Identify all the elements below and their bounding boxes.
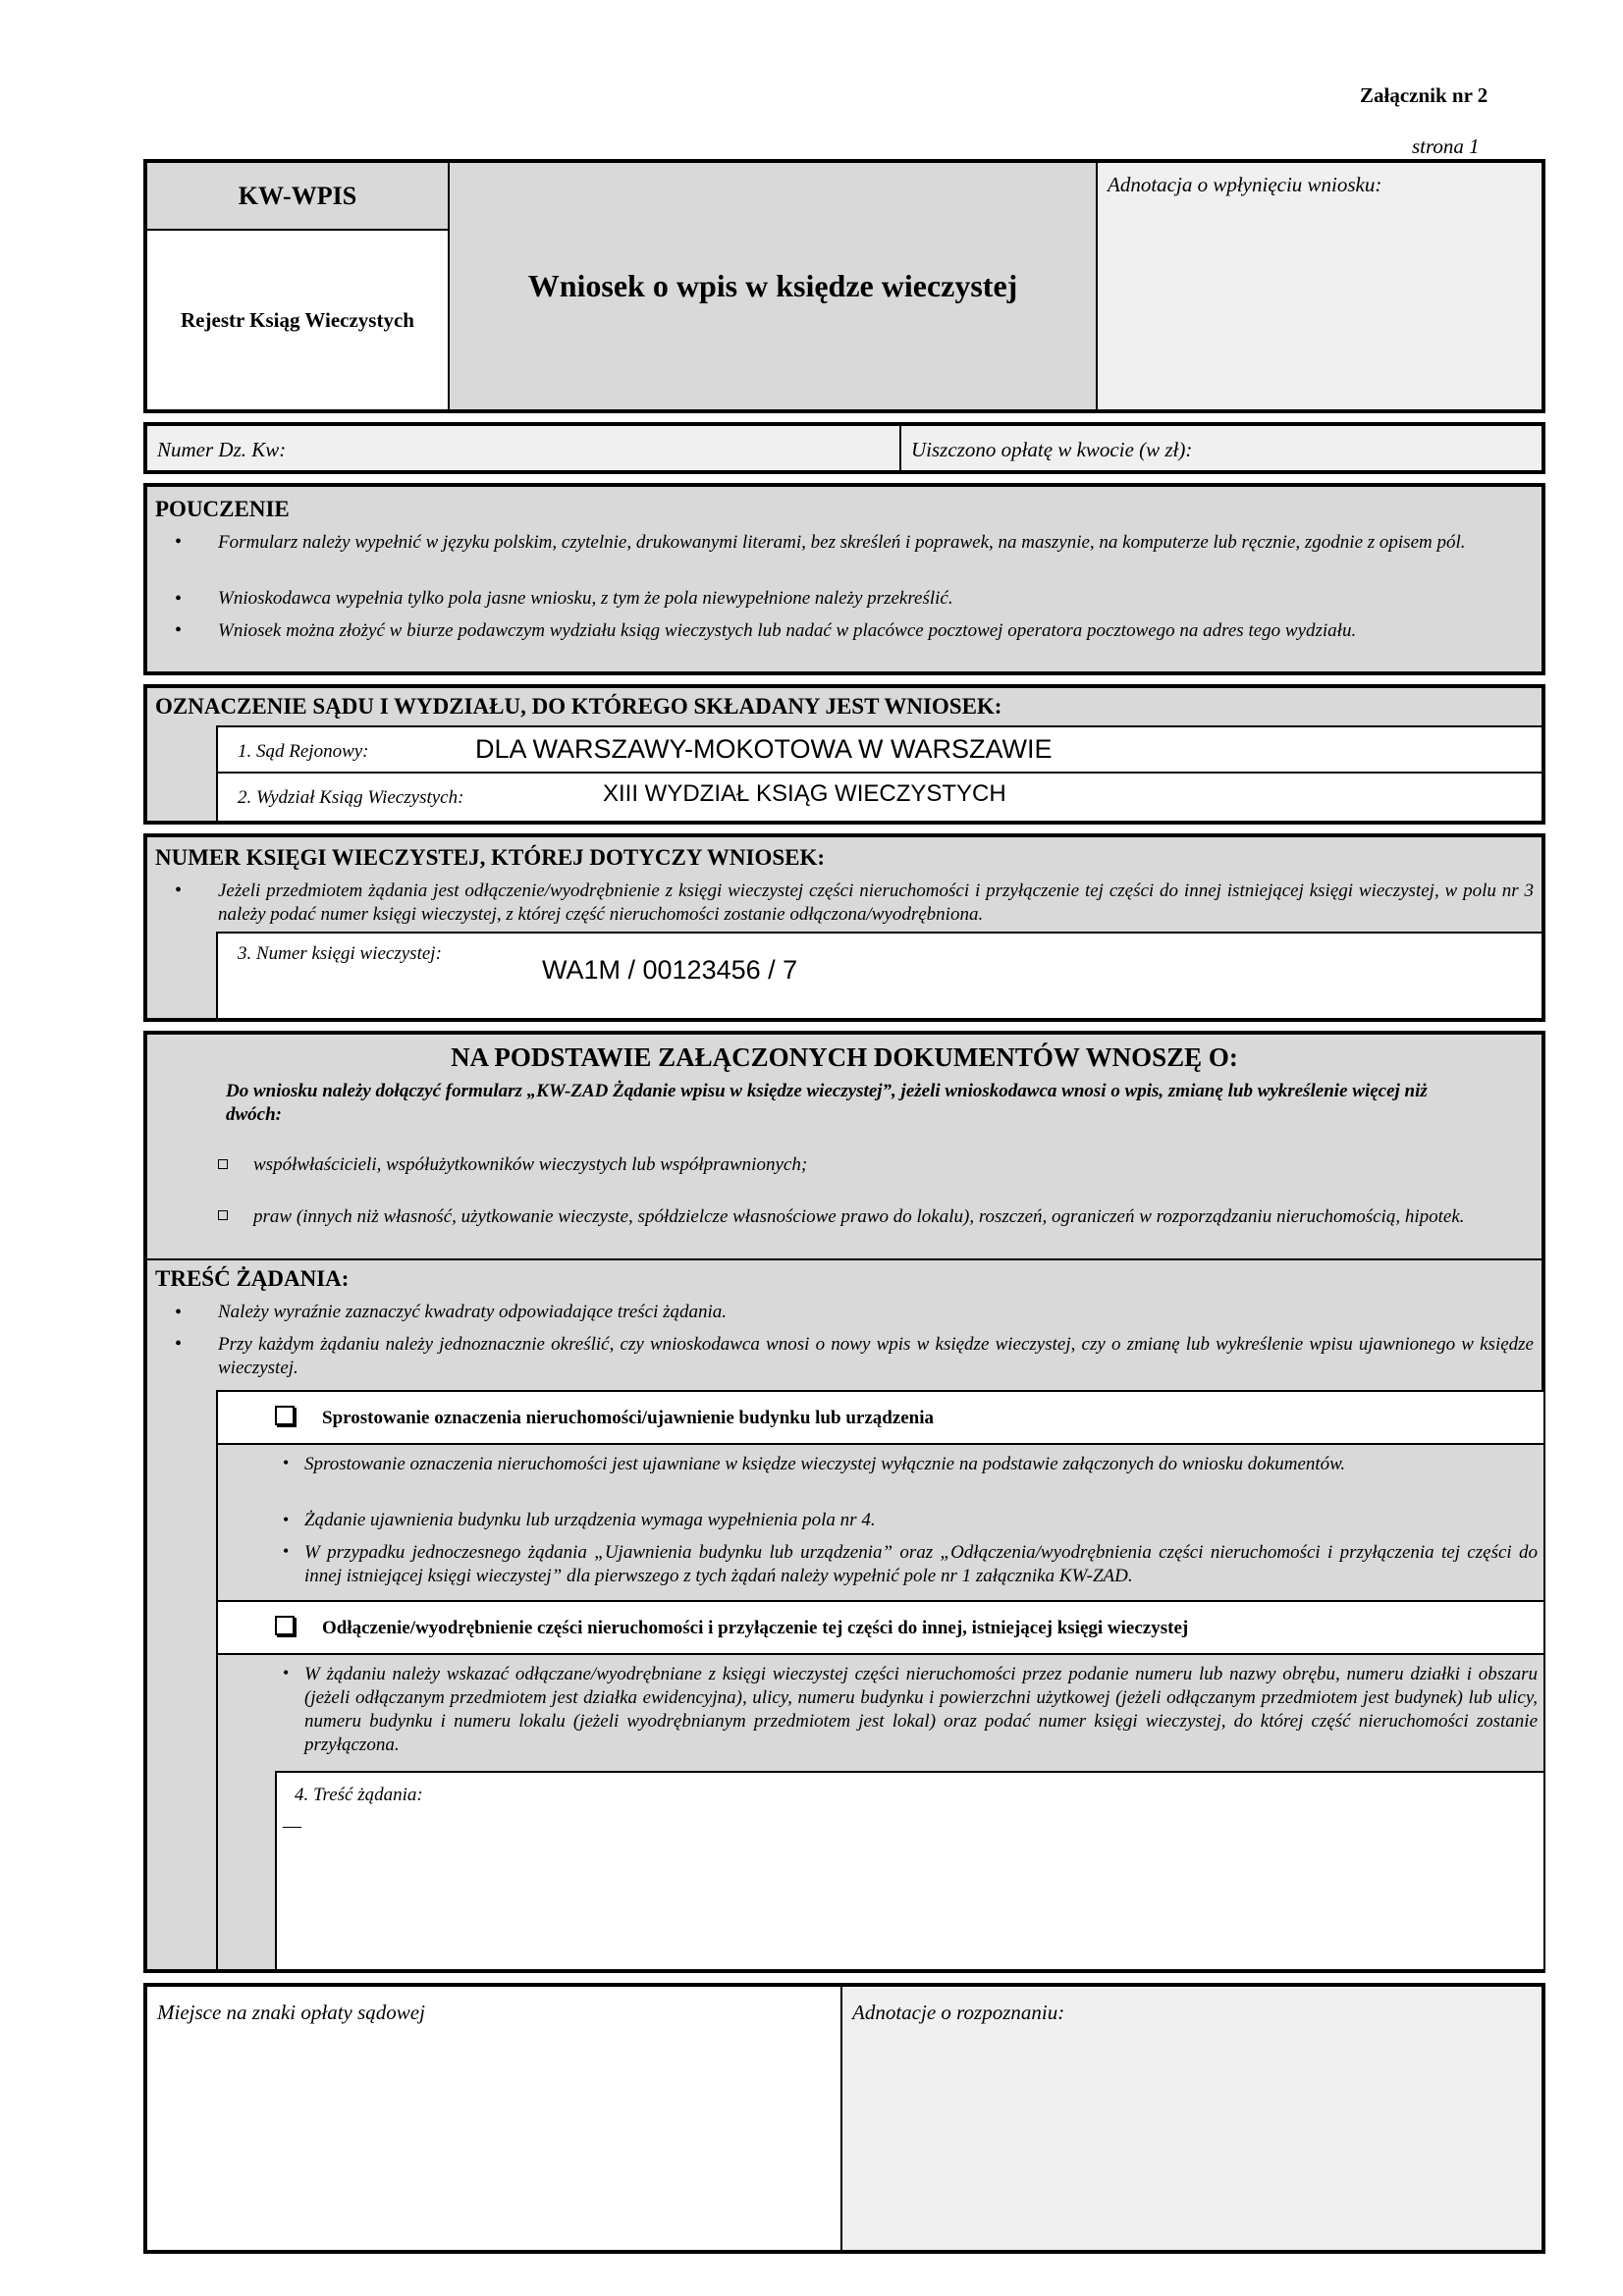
square-bullet-icon <box>218 1159 228 1169</box>
page-title: Wniosek o wpis w księdze wieczystej <box>527 268 1018 303</box>
request-intro: Do wniosku należy dołączyć formularz „KW-ZAD Żądanie wpisu w księdze wieczystej”, jeżeli wnioskodawca wnosi o wpis, zmianę lub wykreślenie więcej niż dwóch: <box>226 1081 1428 1125</box>
title-cell <box>450 163 1098 409</box>
form-code-cell <box>147 163 450 231</box>
book-number-field[interactable] <box>216 932 1542 1018</box>
square-bullet-icon <box>218 1210 228 1220</box>
instruction-item: Formularz należy wypełnić w języku polskim, czytelnie, drukowanymi literami, bez skreśleń i poprawek, na maszynie, na komputerze lub ręcznie, zgodnie z opisem pól. <box>218 532 1466 553</box>
option-1-note: W przypadku jednoczesnego żądania „Ujawnienia budynku lub urządzenia” oraz „Odłączenia/wyodrębnienia części nieruchomości i przyłączenia tej części do innej istniejącej księgi wieczystej” dla pierwszego z tych żądań należy wypełnić pole nr 1 załącznika KW-ZAD. <box>304 1542 1538 1586</box>
checkbox-icon[interactable] <box>275 1616 295 1635</box>
court-field-2-label: 2. Wydział Ksiąg Wieczystych: <box>238 787 464 808</box>
review-label: Adnotacje o rozpoznaniu: <box>852 2001 1065 2024</box>
option-1-label: Sprostowanie oznaczenia nieruchomości/ujawnienie budynku lub urządzenia <box>322 1408 935 1428</box>
book-note: Jeżeli przedmiotem żądania jest odłączenie/wyodrębnienie z księgi wieczystej części nieruchomości i przyłączenie tej części do innej istniejącej księgi wieczystej, w polu nr 3 należy podać numer księgi wieczystej, z której część nieruchomości zostanie odłączona/wyodrębniona. <box>218 881 1534 925</box>
option-2-label: Odłączenie/wyodrębnienie części nieruchomości i przyłączenie tej części do innej, istniejącej księgi wieczystej <box>322 1618 1189 1638</box>
checkbox-icon[interactable] <box>275 1406 295 1425</box>
request-inner <box>216 1390 1542 1969</box>
request-sub-item: współwłaścicieli, współużytkowników wieczystych lub współprawnionych; <box>253 1154 808 1175</box>
content-note: Należy wyraźnie zaznaczyć kwadraty odpowiadające treści żądania. <box>218 1302 728 1322</box>
meta-row <box>143 422 1545 474</box>
request-title: NA PODSTAWIE ZAŁĄCZONYCH DOKUMENTÓW WNOSZĘ O: <box>451 1042 1238 1072</box>
stamps-cell <box>147 1987 842 2250</box>
court-field-1-label: 1. Sąd Rejonowy: <box>238 741 369 762</box>
content-note: Przy każdym żądaniu należy jednoznacznie określić, czy wnioskodawca wnosi o nowy wpis w księdze wieczystej, czy o zmianę lub wykreślenie wpisu ujawnionego w księdze wieczystej. <box>218 1334 1534 1378</box>
court-field-2-value[interactable]: XIII WYDZIAŁ KSIĄG WIECZYSTYCH <box>603 780 1006 807</box>
content-title: TREŚĆ ŻĄDANIA: <box>155 1266 350 1291</box>
instruction-item: Wnioskodawca wypełnia tylko pola jasne wniosku, z tym że pola niewypełnione należy przekreślić. <box>218 588 953 609</box>
court-section <box>143 684 1545 825</box>
request-content-label: 4. Treść żądania: <box>295 1785 423 1805</box>
option-1-row[interactable] <box>218 1390 1543 1445</box>
case-number-label: Numer Dz. Kw: <box>157 438 287 461</box>
instructions-section: POUCZENIE • Formularz należy wypełnić w języku polskim, czytelnie, drukowanymi literami, bez skreśleń i poprawek, na maszynie, na komputerze lub ręcznie, zgodnie z opisem pól. • Wnioskodawca wypełnia tylko pola jasne wniosku, z tym że pola niewypełnione należy przekreślić. • Wniosek można złożyć w biurze podawczym wydziału ksiąg wieczystych lub nadać w placówce pocztowej operatora pocztowego na adres tego wydziału. <box>143 483 1545 675</box>
court-field-2[interactable] <box>216 774 1542 821</box>
annotation-label: Adnotacja o wpłynięciu wniosku: <box>1108 173 1382 196</box>
option-1-note: Żądanie ujawnienia budynku lub urządzenia wymaga wypełnienia pola nr 4. <box>304 1510 876 1530</box>
book-title: NUMER KSIĘGI WIECZYSTEJ, KTÓREJ DOTYCZY WNIOSEK: <box>155 845 826 870</box>
court-field-1[interactable] <box>216 725 1542 774</box>
option-2-note: W żądaniu należy wskazać odłączane/wyodrębniane z księgi wieczystej części nieruchomości przez podanie numeru lub nazwy obrębu, numeru działki i obszaru (jeżeli odłączanym przedmiotem jest działka ewidencyjna), ulicy, numeru budynku i powierzchni użytkowej (jeżeli odłączanym przedmiotem jest budynek) lub ulicy, numeru budynku i numeru lokalu (jeżeli wyodrębnianym przedmiotem jest lokal) oraz podać numer księgi wieczystej, do której część nieruchomości zostanie przyłączona. <box>304 1664 1538 1755</box>
instruction-item: Wniosek można złożyć w biurze podawczym wydziału ksiąg wieczystych lub nadać w placówce pocztowej operatora pocztowego na adres tego wydziału. <box>218 620 1357 641</box>
court-title: OZNACZENIE SĄDU I WYDZIAŁU, DO KTÓREGO SKŁADANY JEST WNIOSEK: <box>155 694 1002 719</box>
attachment-label: Załącznik nr 2 <box>1360 83 1488 107</box>
book-number-value[interactable]: WA1M / 00123456 / 7 <box>542 955 798 985</box>
request-sub-item: praw (innych niż własność, użytkowanie wieczyste, spółdzielcze własnościowe prawo do lokalu), roszczeń, ograniczeń w rozporządzaniu nieruchomością, hipotek. <box>253 1206 1465 1227</box>
stamps-label: Miejsce na znaki opłaty sądowej <box>157 2001 425 2024</box>
request-content-value[interactable]: — <box>283 1816 301 1837</box>
header-box <box>143 159 1545 413</box>
court-field-1-value[interactable]: DLA WARSZAWY-MOKOTOWA W WARSZAWIE <box>475 734 1053 764</box>
registry-cell <box>147 231 450 409</box>
book-section: NUMER KSIĘGI WIECZYSTEJ, KTÓREJ DOTYCZY WNIOSEK: • Jeżeli przedmiotem żądania jest odłączenie/wyodrębnienie z księgi wieczystej części nieruchomości i przyłączenie tej części do innej istniejącej księgi wieczystej, w polu nr 3 należy podać numer księgi wieczystej, z której część nieruchomości zostanie odłączona/wyodrębniona. 3. Numer księgi wieczystej: WA1M / 00123456 / 7 <box>143 833 1545 1022</box>
fee-label: Uiszczono opłatę w kwocie (w zł): <box>911 438 1193 461</box>
option-1-notes: • Sprostowanie oznaczenia nieruchomości jest ujawniane w księdze wieczystej wyłącznie na podstawie załączonych do wniosku dokumentów. • Żądanie ujawnienia budynku lub urządzenia wymaga wypełnienia pola nr 4. • W przypadku jednoczesnego żądania „Ujawnienia budynku lub urządzenia” oraz „Odłączenia/wyodrębnienia części nieruchomości i przyłączenia tej części do innej istniejącej księgi wieczystej” dla pierwszego z tych żądań należy wypełnić pole nr 1 załącznika KW-ZAD. <box>218 1445 1543 1600</box>
form-code: KW-WPIS <box>238 181 357 210</box>
annotation-cell <box>1098 163 1542 409</box>
request-content-field[interactable] <box>275 1771 1543 1969</box>
request-section: NA PODSTAWIE ZAŁĄCZONYCH DOKUMENTÓW WNOSZĘ O: Do wniosku należy dołączyć formularz „KW-ZAD Żądanie wpisu w księdze wieczystej”, jeżeli wnioskodawca wnosi o wpis, zmianę lub wykreślenie więcej niż dwóch: współwłaścicieli, współużytkowników wieczystych lub współprawnionych; praw (innych niż własność, użytkowanie wieczyste, spółdzielcze własnościowe prawo do lokalu), roszczeń, ograniczeń w rozporządzaniu nieruchomością, hipotek. TREŚĆ ŻĄDANIA: • Należy wyraźnie zaznaczyć kwadraty odpowiadające treści żądania. • Przy każdym żądaniu należy jednoznacznie określić, czy wnioskodawca wnosi o nowy wpis w księdze wieczystej, czy o zmianę lub wykreślenie wpisu ujawnionego w księdze wieczystej. Sprostowanie oznaczenia nieruchomości/ujawnienie budynku lub urządzenia • Sprostowanie oznaczenia nieruchomości jest ujawniane w księdze wieczystej wyłącznie na podstawie załączonych do wniosku dokumentów. • Żądanie ujawnienia budynku lub urządzenia wymaga wypełnienia pola nr 4. • W przypadku jednoczesnego żądania „Ujawnienia budynku lub urządzenia” oraz „Odłączenia/wyodrębnienia części nieruchomości i przyłączenia tej części do innej istniejącej księgi wieczystej” dla pierwszego z tych żądań należy wypełnić pole nr 1 załącznika KW-ZAD. Odłączenie/wyodrębnienie części nieruchomości i przyłączenie tej części do innej, istniejącej księgi wieczystej • W żądaniu należy wskazać odłączane/wyodrębniane z księgi wieczystej części nieruchomości przez podanie numeru lub nazwy obrębu, numeru działki i obszaru (jeżeli odłączanym przedmiotem jest działka ewidencyjna), ulicy, numeru budynku i powierzchni użytkowej (jeżeli odłączanym przedmiotem jest budynek) lub ulicy, numeru budynku i numeru lokalu (jeżeli wyodrębnianym przedmiotem jest lokal) oraz podać numer księgi wieczystej, do której część nieruchomości zostanie przyłączona. 4. Treść żądania: — <box>143 1031 1545 1973</box>
book-number-label: 3. Numer księgi wieczystej: <box>238 943 442 964</box>
option-2-notes: • W żądaniu należy wskazać odłączane/wyodrębniane z księgi wieczystej części nieruchomości przez podanie numeru lub nazwy obrębu, numeru działki i obszaru (jeżeli odłączanym przedmiotem jest działka ewidencyjna), ulicy, numeru budynku i powierzchni użytkowej (jeżeli odłączanym przedmiotem jest budynek) lub ulicy, numeru budynku i numeru lokalu (jeżeli wyodrębnianym przedmiotem jest lokal) oraz podać numer księgi wieczystej, do której część nieruchomości zostanie przyłączona. <box>218 1655 1543 1771</box>
footer-box <box>143 1983 1545 2254</box>
instructions-title: POUCZENIE <box>155 497 290 521</box>
option-1-note: Sprostowanie oznaczenia nieruchomości jest ujawniane w księdze wieczystej wyłącznie na podstawie załączonych do wniosku dokumentów. <box>304 1454 1346 1474</box>
registry-name: Rejestr Ksiąg Wieczystych <box>181 307 414 332</box>
option-2-row[interactable] <box>218 1600 1543 1655</box>
page-label: strona 1 <box>1412 134 1480 158</box>
review-cell <box>842 1987 1542 2250</box>
